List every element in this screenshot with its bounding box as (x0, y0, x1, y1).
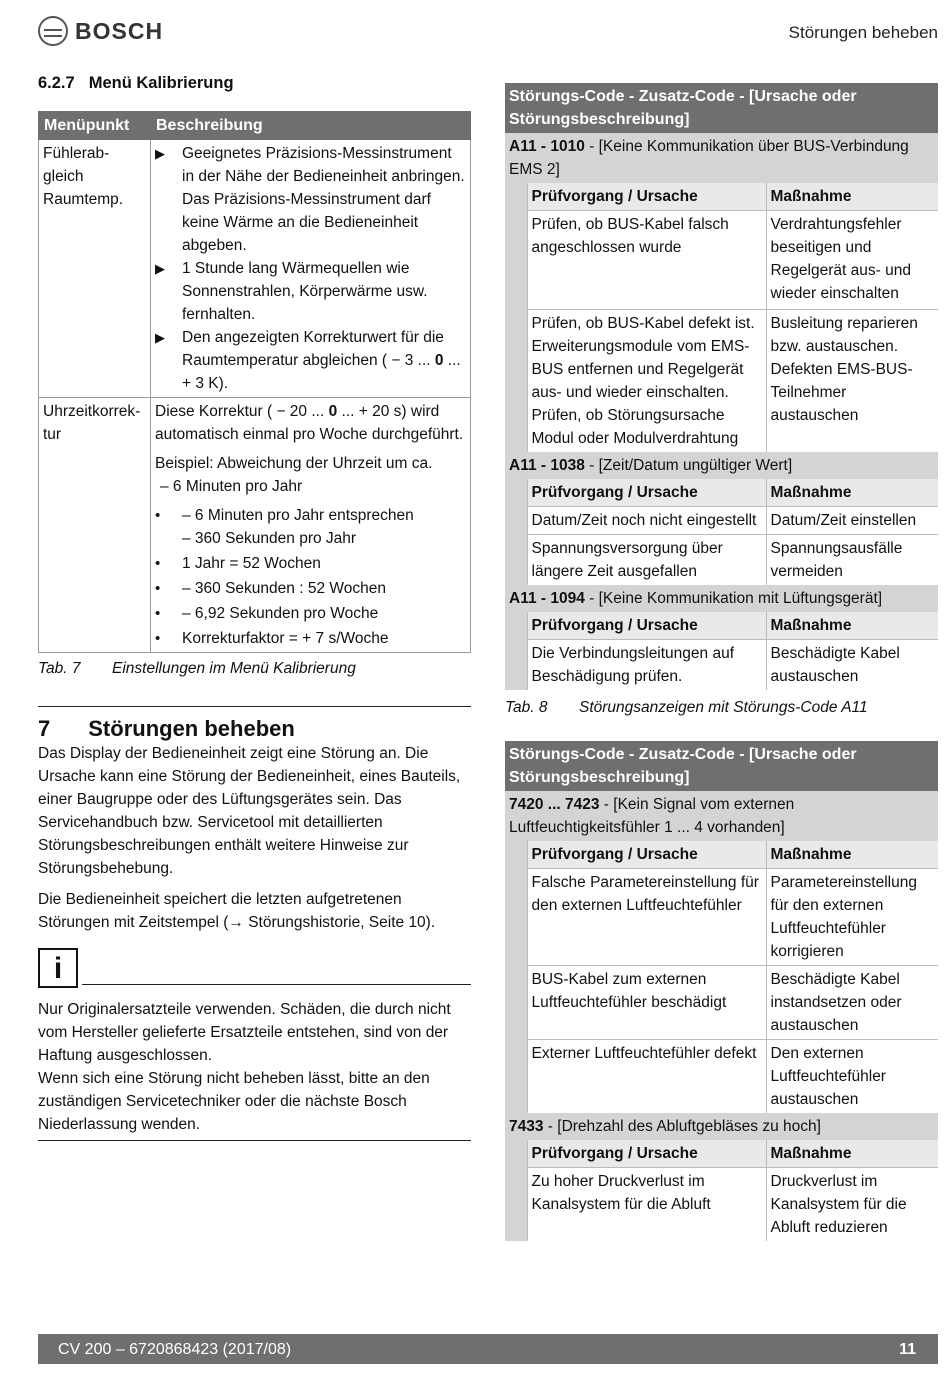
list-item: ▶ Geeignetes Präzisions-Messinstrument in der Nähe der Bedieneinheit anbringen. Das Präzisions-Messinstrument darf keine Wärme an die Bedieneinheit abgeben. (155, 142, 466, 257)
arrow-bullet-icon: ▶ (155, 261, 165, 276)
column-header-cause: Prüfvorgang / Ursache (527, 479, 766, 507)
column-header-cause: Prüfvorgang / Ursache (527, 183, 766, 211)
dot-bullet-icon: • (155, 555, 161, 572)
section-title: Menü Kalibrierung (88, 74, 234, 92)
calibration-table (38, 111, 471, 653)
info-note (38, 998, 471, 1136)
note-paragraph: Nur Originalersatzteile verwenden. Schäden, die durch nicht vom Hersteller gelieferte Ersatzteile entstehen, sind von der Haftung ausgeschlossen. (38, 1001, 451, 1064)
body-paragraph: Die Bedieneinheit speichert die letzten aufgetretenen Störungen mit Zeitstempel (→ Störungshistorie, Seite 10). (38, 891, 436, 931)
body-paragraph: Das Display der Bedieneinheit zeigt eine Störung an. Die Ursache kann eine Störung der Bedieneinheit, eines Bauteils, einer Baugruppe oder des Lüftungsgerätes sein. Das Servicehandbuch bzw. Servicetool mit detaillierten Störungsbeschreibungen enthält weitere Hinweise zur Störungsbehebung. (38, 745, 461, 877)
dot-bullet-icon: • (155, 507, 161, 524)
error-table-header: Störungs-Code - Zusatz-Code - [Ursache oder Störungsbeschreibung] (505, 83, 938, 133)
section-heading (38, 72, 471, 95)
brand-name: BOSCH (75, 17, 164, 44)
column-header-cause: Prüfvorgang / Ursache (527, 841, 766, 869)
column-header-action: Maßnahme (766, 479, 938, 507)
dot-bullet-icon: • (155, 580, 161, 597)
list-item: ▶ Den angezeigten Korrekturwert für die Raumtemperatur abgleichen ( − 3 ... 0 ... + 3 K). (155, 326, 466, 395)
left-column (38, 72, 471, 1141)
column-header-action: Maßnahme (766, 841, 938, 869)
chapter-divider (38, 706, 471, 707)
column-header-action: Maßnahme (766, 612, 938, 640)
table-row (39, 140, 471, 398)
arrow-bullet-icon: ▶ (155, 330, 165, 345)
note-paragraph: Wenn sich eine Störung nicht beheben lässt, bitte an den zuständigen Servicetechniker oder die nächste Bosch Niederlassung wenden. (38, 1070, 430, 1133)
error-code-row: A11 - 1038 - [Zeit/Datum ungültiger Wert] (505, 452, 938, 479)
table-row: Datum/Zeit noch nicht eingestellt Datum/Zeit einstellen (505, 507, 938, 535)
list-item: ▶ 1 Stunde lang Wärmequellen wie Sonnenstrahlen, Körperwärme usw. fernhalten. (155, 257, 466, 326)
table-row: Falsche Parametereinstellung für den externen Luftfeuchtefühler Parametereinstellung für den externen Luftfeuchtefühler korrigieren (505, 869, 938, 966)
example-line: – 6 Minuten pro Jahr (160, 478, 303, 495)
table-row: Prüfen, ob BUS-Kabel defekt ist. Erweiterungsmodule vom EMS-BUS entfernen und Regelgerät aus- und wieder einschalten. Prüfen, ob Störungsursache Modul oder Modulverdrahtung Busleitung reparieren bzw. austauschen. Defekten EMS-BUS-Teilnehmer austauschen (505, 310, 938, 453)
table-row: Zu hoher Druckverlust im Kanalsystem für die Abluft Druckverlust im Kanalsystem für die Abluft reduzieren (505, 1168, 938, 1242)
column-header-action: Maßnahme (766, 183, 938, 211)
error-table-a11 (505, 83, 938, 690)
section-number: 6.2.7 (38, 74, 75, 92)
row-label-time-correction: Uhrzeitkorrek- tur (39, 398, 151, 653)
table-row: Externer Luftfeuchtefühler defekt Den externen Luftfeuchtefühler austauschen (505, 1040, 938, 1114)
table-row: BUS-Kabel zum externen Luftfeuchtefühler beschädigt Beschädigte Kabel instandsetzen oder austauschen (505, 966, 938, 1040)
dot-bullet-icon: • (155, 630, 161, 647)
row-label-sensor-calibration: Fühlerab- gleich Raumtemp. (39, 140, 151, 398)
table-caption: Tab. 7 Einstellungen im Menü Kalibrierung (38, 660, 356, 677)
document-id: CV 200 – 6720868423 (2017/08) (58, 1340, 292, 1358)
list-item: • Korrekturfaktor = + 7 s/Woche (155, 627, 466, 650)
list-item: • – 360 Sekunden : 52 Wochen (155, 577, 466, 600)
bosch-logo (38, 16, 163, 46)
error-code-row: A11 - 1010 - [Keine Kommunikation über BUS-Verbindung EMS 2] (505, 133, 938, 183)
row-description (151, 140, 471, 398)
info-note-header (38, 948, 471, 988)
note-divider (38, 1140, 471, 1141)
bosch-armature-icon (38, 16, 68, 46)
list-item: • 1 Jahr = 52 Wochen (155, 552, 466, 575)
error-table-74xx (505, 741, 938, 1241)
arrow-bullet-icon: ▶ (155, 146, 165, 161)
error-code-row: 7420 ... 7423 - [Kein Signal vom externen Luftfeuchtigkeitsfühler 1 ... 4 vorhanden] (505, 791, 938, 841)
list-item: • – 6,92 Sekunden pro Woche (155, 602, 466, 625)
table-row (39, 398, 471, 653)
table-row: Spannungsversorgung über längere Zeit ausgefallen Spannungsausfälle vermeiden (505, 535, 938, 586)
error-code-row: 7433 - [Drehzahl des Abluftgebläses zu hoch] (505, 1113, 938, 1140)
chapter-heading: 7 Störungen beheben (38, 716, 295, 741)
info-icon: i (38, 948, 78, 988)
table-row: Die Verbindungsleitungen auf Beschädigung prüfen. Beschädigte Kabel austauschen (505, 640, 938, 691)
list-item: • – 6 Minuten pro Jahr entsprechen – 360 Sekunden pro Jahr (155, 504, 466, 550)
table-caption: Tab. 8 Störungsanzeigen mit Störungs-Code A11 (505, 699, 868, 716)
header-title: Störungen beheben (788, 23, 938, 42)
page-number: 11 (899, 1340, 916, 1358)
error-table-header: Störungs-Code - Zusatz-Code - [Ursache oder Störungsbeschreibung] (505, 741, 938, 791)
row-description: Diese Korrektur ( − 20 ... 0 ... + 20 s) wird automatisch einmal pro Woche durchgeführt. Beispiel: Abweichung der Uhrzeit um ca. – 6 Minuten pro Jahr • – 6 Minuten pro Jahr entsprechen – 360 Sekunden pro Jahr • 1 Jahr = 52 Wochen • – 360 Sekunden : 52 Wochen • – 6,92 Sekunden pro Woche • Korrekturfaktor = + 7 s/Woche (151, 398, 471, 653)
dot-bullet-icon: • (155, 605, 161, 622)
column-header-cause: Prüfvorgang / Ursache (527, 1140, 766, 1168)
page-footer (38, 1334, 938, 1364)
error-code-row: A11 - 1094 - [Keine Kommunikation mit Lüftungsgerät] (505, 585, 938, 612)
page-header (38, 16, 938, 48)
column-header-action: Maßnahme (766, 1140, 938, 1168)
column-header-cause: Prüfvorgang / Ursache (527, 612, 766, 640)
table-row: Prüfen, ob BUS-Kabel falsch angeschlossen wurde Verdrahtungsfehler beseitigen und Regelgerät aus- und wieder einschalten (505, 211, 938, 310)
table-header-description: Beschreibung (151, 112, 471, 140)
example-line: Beispiel: Abweichung der Uhrzeit um ca. (155, 455, 433, 472)
right-column (505, 83, 938, 1241)
chapter-title: Störungen beheben (88, 716, 295, 741)
table-header-menu-item: Menüpunkt (39, 112, 151, 140)
